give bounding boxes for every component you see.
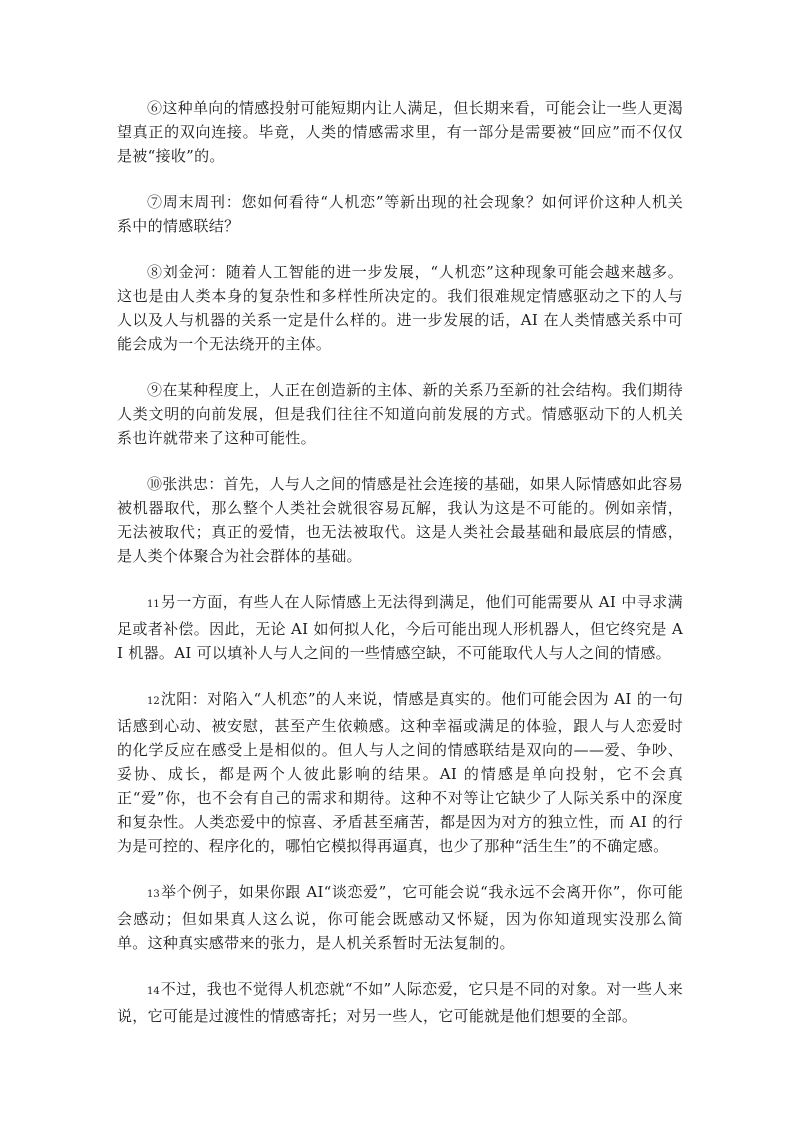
paragraph-number: 14 [147, 986, 160, 997]
paragraph-number: 11 [147, 599, 160, 610]
paragraph-12 [117, 687, 683, 858]
paragraph-13 [117, 880, 683, 955]
document-body [117, 96, 683, 1050]
paragraph-text: 不过，我也不觉得人机恋就“不如”人际恋爱，它只是不同的对象。对一些人来说，它可能是过渡性的情感寄托；对另一些人，它可能就是他们想要的全部。 [117, 980, 683, 1025]
paragraph-11 [117, 590, 683, 665]
paragraph-text: ⑩张洪忠：首先，人与人之间的情感是社会连接的基础，如果人际情感如此容易被机器取代，那么整个人类社会就很容易瓦解，我认为这是不可能的。例如亲情，无法被取代；真正的爱情，也无法被取代。这是人类社会最基础和最底层的情感，是人类个体聚合为社会群体的基础。 [117, 475, 683, 565]
paragraph-number: 13 [147, 889, 160, 900]
paragraph-text: 沈阳：对陷入“人机恋”的人来说，情感是真实的。他们可能会因为 AI 的一句话感到心动、被安慰，甚至产生依赖感。这种幸福或满足的体验，跟人与人恋爱时的化学反应在感受上是相似的。但人与人之间的情感联结是双向的——爱、争吵、妥协、成长，都是两个人彼此影响的结果。AI 的情感是单向投射，它不会真正“爱”你，也不会有自己的需求和期待。这种不对等让它缺少了人际关系中的深度和复杂性。人类恋爱中的惊喜、矛盾甚至痛苦，都是因为对方的独立性，而 AI 的行为是可控的、程序化的，哪怕它模拟得再逼真，也少了那种“活生生”的不确定感。 [117, 690, 683, 855]
paragraph-9 [117, 378, 683, 450]
paragraph-14 [117, 977, 683, 1028]
paragraph-text: 另一方面，有些人在人际情感上无法得到满足，他们可能需要从 AI 中寻求满足或者补偿。因此，无论 AI 如何拟人化，今后可能出现人形机器人，但它终究是 AI 机器。AI 可以填补人与人之间的一些情感空缺，不可能取代人与人之间的情感。 [117, 593, 683, 662]
paragraph-text: ⑥这种单向的情感投射可能短期内让人满足，但长期来看，可能会让一些人更渴望真正的双向连接。毕竟，人类的情感需求里，有一部分是需要被“回应”而不仅仅是被“接收”的。 [117, 99, 683, 165]
paragraph-text: ⑨在某种程度上，人正在创造新的主体、新的关系乃至新的社会结构。我们期待人类文明的向前发展，但是我们往往不知道向前发展的方式。情感驱动下的人机关系也许就带来了这种可能性。 [117, 381, 683, 447]
paragraph-7 [117, 190, 683, 238]
paragraph-text: 举个例子，如果你跟 AI“谈恋爱”，它可能会说“我永远不会离开你”，你可能会感动；但如果真人这么说，你可能会既感动又怀疑，因为你知道现实没那么简单。这种真实感带来的张力，是人机关系暂时无法复制的。 [117, 883, 683, 952]
paragraph-10 [117, 472, 683, 568]
paragraph-text: ⑧刘金河：随着人工智能的进一步发展，“人机恋”这种现象可能会越来越多。这也是由人类本身的复杂性和多样性所决定的。我们很难规定情感驱动之下的人与人以及人与机器的关系一定是什么样的。进一步发展的话，AI 在人类情感关系中可能会成为一个无法绕开的主体。 [117, 263, 683, 353]
paragraph-text: ⑦周末周刊：您如何看待“人机恋”等新出现的社会现象？如何评价这种人机关系中的情感联结？ [117, 193, 683, 235]
paragraph-number: 12 [147, 696, 160, 707]
paragraph-8 [117, 260, 683, 356]
paragraph-6 [117, 96, 683, 168]
